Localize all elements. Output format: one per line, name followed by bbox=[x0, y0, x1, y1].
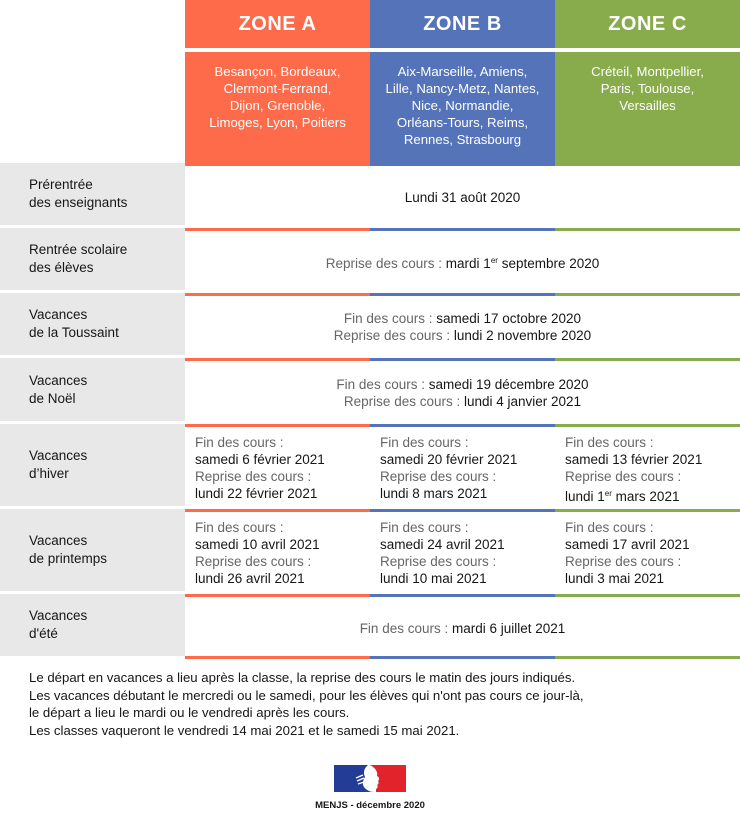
label-line: Prérentrée bbox=[29, 177, 93, 192]
note-line: Les vacances débutant le mercredi ou le samedi, pour les élèves qui n'ont pas cours ce jour-là, bbox=[29, 687, 584, 703]
row-label bbox=[0, 163, 185, 228]
resume-label: Reprise des cours : bbox=[380, 554, 497, 569]
resume-label: Reprise des cours : bbox=[195, 469, 312, 484]
label-line: Vacances bbox=[29, 448, 88, 463]
end-date: samedi 6 février 2021 bbox=[195, 452, 325, 467]
row-cells bbox=[185, 594, 740, 659]
end-prefix: Fin des cours : bbox=[359, 620, 452, 636]
zone-c-cell bbox=[555, 509, 740, 594]
zone-b-cell bbox=[370, 424, 555, 509]
notes bbox=[29, 669, 584, 739]
end-date: samedi 20 février 2021 bbox=[380, 452, 518, 467]
row-rentree bbox=[0, 228, 740, 293]
zone-a-header bbox=[185, 0, 370, 163]
resume-label: Reprise des cours : bbox=[380, 469, 497, 484]
zone-b-title: ZONE B bbox=[423, 12, 502, 35]
resume-date: lundi 2 novembre 2020 bbox=[453, 328, 592, 343]
calendar-table bbox=[0, 163, 740, 659]
resume-label: Reprise des cours : bbox=[565, 554, 682, 569]
resume-prefix: Reprise des cours : bbox=[343, 393, 464, 409]
zone-a-cities bbox=[185, 52, 370, 163]
city-line: Paris, Toulouse, bbox=[600, 81, 695, 96]
city-line: Nice, Normandie, bbox=[411, 98, 514, 113]
row-printemps bbox=[0, 509, 740, 594]
zone-a-cell bbox=[185, 424, 370, 509]
end-date: mardi 6 juillet 2021 bbox=[451, 620, 566, 636]
end-date: samedi 17 octobre 2020 bbox=[436, 311, 582, 326]
resume-date: lundi 26 avril 2021 bbox=[195, 571, 305, 586]
end-label: Fin des cours : bbox=[380, 435, 469, 450]
resume-date: lundi 4 janvier 2021 bbox=[463, 393, 582, 409]
label-line: Vacances bbox=[29, 608, 88, 623]
resume-date: lundi 10 mai 2021 bbox=[380, 571, 487, 586]
resume-date: lundi 8 mars 2021 bbox=[380, 486, 488, 501]
row-label bbox=[0, 424, 185, 509]
end-prefix: Fin des cours : bbox=[336, 376, 429, 392]
row-ete bbox=[0, 594, 740, 659]
all-zones-cell bbox=[185, 293, 740, 358]
end-label: Fin des cours : bbox=[195, 435, 284, 450]
date-part: mars 2021 bbox=[611, 489, 680, 504]
city-line: Créteil, Montpellier, bbox=[591, 64, 704, 79]
ordinal-sup: er bbox=[604, 489, 612, 498]
end-date: samedi 19 décembre 2020 bbox=[428, 376, 589, 392]
label-line: des enseignants bbox=[29, 195, 128, 210]
city-line: Besançon, Bordeaux, bbox=[214, 64, 341, 79]
row-label bbox=[0, 594, 185, 659]
city-line: Aix-Marseille, Amiens, bbox=[397, 64, 528, 79]
footer-caption: MENJS - décembre 2020 bbox=[315, 800, 425, 811]
zone-c-cell bbox=[555, 424, 740, 509]
label-line: de printemps bbox=[29, 551, 108, 566]
all-zones-cell bbox=[185, 163, 740, 228]
row-cells bbox=[185, 424, 740, 509]
resume-label: Reprise des cours : bbox=[565, 469, 682, 484]
city-line: Versailles bbox=[619, 98, 676, 113]
zone-c-header bbox=[555, 0, 740, 163]
zone-c-cities bbox=[555, 52, 740, 163]
label-line: Rentrée scolaire bbox=[29, 242, 128, 257]
label-line: d’hiver bbox=[29, 466, 69, 481]
row-cells bbox=[185, 228, 740, 293]
city-line: Dijon, Grenoble, bbox=[229, 98, 326, 113]
resume-label: Reprise des cours : bbox=[195, 554, 312, 569]
date: Lundi 31 août 2020 bbox=[404, 189, 521, 205]
city-line: Rennes, Strasbourg bbox=[403, 132, 522, 147]
zone-a-cell bbox=[185, 509, 370, 594]
marianne-logo-icon bbox=[334, 765, 406, 792]
resume-prefix: Reprise des cours : bbox=[325, 256, 446, 271]
label-line: des élèves bbox=[29, 260, 94, 275]
label-line: de Noël bbox=[29, 390, 76, 406]
row-noel bbox=[0, 358, 740, 424]
end-label: Fin des cours : bbox=[565, 520, 654, 535]
all-zones-cell bbox=[185, 594, 740, 659]
label-line: Vacances bbox=[29, 372, 88, 388]
zone-b-cities bbox=[370, 52, 555, 163]
end-date: samedi 10 avril 2021 bbox=[195, 537, 320, 552]
row-label bbox=[0, 509, 185, 594]
label-line: d'été bbox=[29, 626, 58, 641]
all-zones-cell bbox=[185, 358, 740, 424]
end-date: samedi 13 février 2021 bbox=[565, 452, 703, 467]
date bbox=[446, 256, 599, 271]
city-line: Limoges, Lyon, Poitiers bbox=[209, 115, 346, 130]
label-line: de la Toussaint bbox=[29, 325, 119, 340]
end-label: Fin des cours : bbox=[195, 520, 284, 535]
end-label: Fin des cours : bbox=[380, 520, 469, 535]
end-date: samedi 24 avril 2021 bbox=[380, 537, 505, 552]
row-label bbox=[0, 293, 185, 358]
resume-date bbox=[565, 485, 740, 505]
resume-date: lundi 22 février 2021 bbox=[195, 486, 318, 501]
date-part: septembre 2020 bbox=[497, 256, 600, 271]
date-part: mardi 1 bbox=[445, 256, 491, 271]
date-part: lundi 1 bbox=[565, 489, 605, 504]
zone-c-title: ZONE C bbox=[608, 12, 687, 35]
resume-date: lundi 3 mai 2021 bbox=[565, 571, 665, 586]
row-label bbox=[0, 228, 185, 293]
city-line: Lille, Nancy-Metz, Nantes, bbox=[385, 81, 540, 96]
all-zones-cell bbox=[185, 228, 740, 293]
note-line: le départ a lieu le mardi ou le vendredi après les cours. bbox=[29, 705, 350, 720]
end-prefix: Fin des cours : bbox=[343, 311, 437, 326]
zone-b-header bbox=[370, 0, 555, 163]
row-toussaint bbox=[0, 293, 740, 358]
ordinal-sup: er bbox=[490, 256, 498, 265]
note-line: Les classes vaqueront le vendredi 14 mai 2021 et le samedi 15 mai 2021. bbox=[29, 722, 460, 738]
row-cells bbox=[185, 509, 740, 594]
zone-a-title: ZONE A bbox=[238, 12, 317, 35]
row-cells bbox=[185, 163, 740, 228]
row-hiver bbox=[0, 424, 740, 509]
resume-prefix: Reprise des cours : bbox=[333, 328, 454, 343]
city-line: Clermont-Ferrand, bbox=[223, 81, 332, 96]
end-date: samedi 17 avril 2021 bbox=[565, 537, 690, 552]
marianne-profile-icon bbox=[354, 765, 388, 792]
end-label: Fin des cours : bbox=[565, 435, 654, 450]
zone-b-cell bbox=[370, 509, 555, 594]
label-line: Vacances bbox=[29, 307, 88, 322]
zones-header bbox=[185, 0, 740, 163]
city-line: Orléans-Tours, Reims, bbox=[396, 115, 529, 130]
row-prerentree bbox=[0, 163, 740, 228]
note-line: Le départ en vacances a lieu après la classe, la reprise des cours le matin des jours indiqués. bbox=[29, 670, 576, 685]
row-cells bbox=[185, 358, 740, 424]
label-line: Vacances bbox=[29, 533, 88, 548]
row-label bbox=[0, 358, 185, 424]
row-cells bbox=[185, 293, 740, 358]
